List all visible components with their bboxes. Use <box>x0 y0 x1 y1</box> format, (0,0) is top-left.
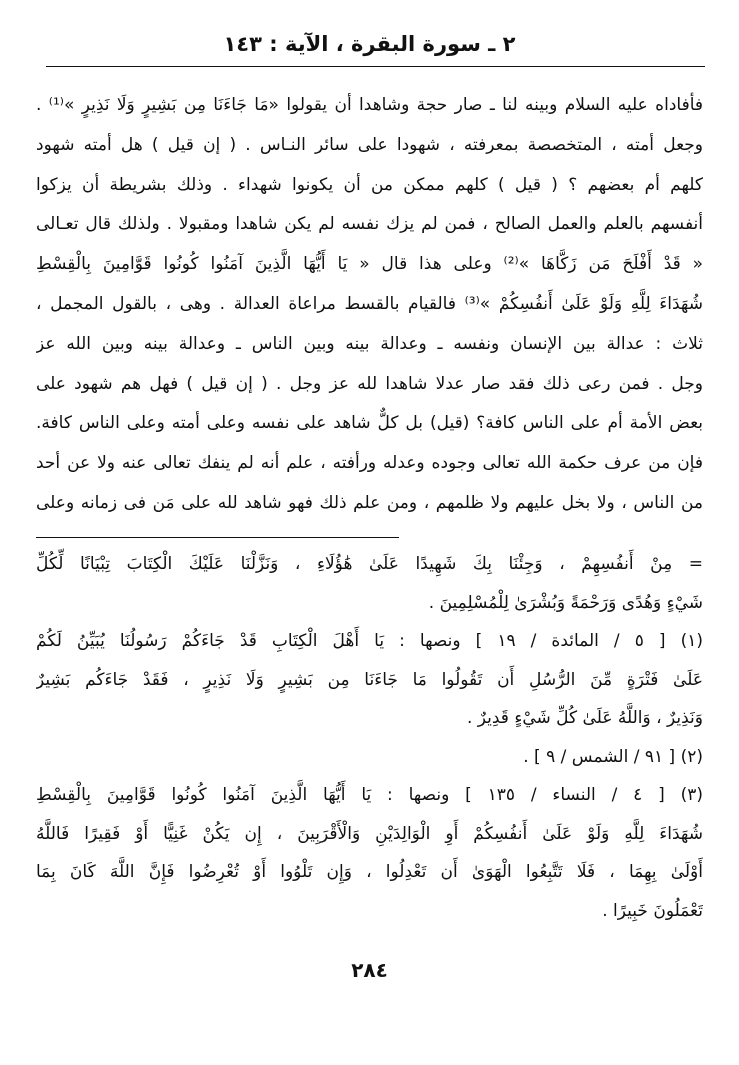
body-line: فأفاداه عليه السلام وبينه لنا ـ صار حجة وشاهدا أن يقولوا «مَا جَاءَنَا مِن بَشِيرٍ وَلَا نَذِيرٍ »⁽¹⁾ . <box>36 95 703 115</box>
footnote-line: (١) [ ٥ / المائدة / ١٩ ] ونصها : يَا أَهْلَ الْكِتَابِ قَدْ جَاءَكُمْ رَسُولُنَا يُبَيِّنُ لَكُمْ <box>36 631 703 651</box>
body-line: بعض الأمة أم على الناس كافة؟ (قيل) بل كلٌّ شاهد على نفسه وعلى أمته وعلى الناس كافة. <box>36 413 703 434</box>
body-line: وجعل أمته ، المتخصصة بمعرفته ، شهودا على سائر النـاس . ( إن قيل ) هل أمته شهود <box>36 134 703 155</box>
body-line: ثلاث : عدالة بين الإنسان ونفسه ـ وعدالة بينه وبين الناس ـ وعدالة بينه وبين الله عز <box>36 333 703 354</box>
header-divider <box>46 66 705 67</box>
body-line: وجل . فمن رعى ذلك فقد صار عدلا شاهدا لله عز وجل . ( إن قيل ) فهل هم شهود على <box>36 373 703 394</box>
footnote-line: وَنَذِيرٌ ، وَاللَّهُ عَلَىٰ كُلِّ شَيْءٍ قَدِيرٌ . <box>466 708 703 728</box>
body-line: شُهَدَاءَ لِلَّهِ وَلَوْ عَلَىٰ أَنفُسِكُمْ »⁽³⁾ فالقيام بالقسط مراعاة العدالة . وهى ، بالقول المجمل ، <box>36 293 703 314</box>
page-number: ٢٨٤ <box>351 958 388 982</box>
footnote-divider <box>36 537 399 538</box>
body-line: « قَدْ أَفْلَحَ مَن زَكَّاهَا »⁽²⁾ وعلى هذا قال « يَا أَيُّهَا الَّذِينَ آمَنُوا كُونُوا قَوَّامِينَ بِالْقِسْطِ <box>36 254 703 275</box>
footnote-line: تَعْمَلُونَ خَبِيرًا . <box>602 900 703 921</box>
footnote-line: شَيْءٍ وَهُدًى وَرَحْمَةً وَبُشْرَىٰ لِلْمُسْلِمِينَ . <box>428 592 703 613</box>
footnotes <box>36 545 703 930</box>
body-line: أنفسهم بالعلم والعمل الصالح ، فمن لم يزك نفسه لم يكن شاهدا ومقبولا . ولذلك قال تعـالى <box>36 214 703 235</box>
body-line: فإن من عرف حكمة الله تعالى وجوده وعدله ورأفته ، علم أنه لم ينفك تعالى عنه ولا عن أحد <box>36 453 703 474</box>
footnote-line: أَوْلَىٰ بِهِمَا ، فَلَا تَتَّبِعُوا الْهَوَىٰ أَن تَعْدِلُوا ، وَإِن تَلْوُوا أَوْ تُعْرِضُوا فَإِنَّ اللَّهَ كَانَ بِمَا <box>36 862 703 882</box>
footnote-line: شُهَدَاءَ لِلَّهِ وَلَوْ عَلَىٰ أَنفُسِكُمْ أَوِ الْوَالِدَيْنِ وَالْأَقْرَبِينَ ، إِن يَكُنْ غَنِيًّا أَوْ فَقِيرًا فَاللَّهُ <box>36 823 703 844</box>
running-header: ٢ ـ سورة البقرة ، الآية : ١٤٣ <box>223 32 516 56</box>
body-line: من الناس ، ولا بخل عليهم ولا ظلمهم ، ومن علم ذلك فهو شاهد لله على مَن فى زمانه وعلى <box>36 492 703 513</box>
footnote-line: عَلَىٰ فَتْرَةٍ مِّنَ الرُّسُلِ أَن تَقُولُوا مَا جَاءَنَا مِن بَشِيرٍ وَلَا نَذِيرٍ ، فَقَدْ جَاءَكُم بَشِيرٌ <box>36 669 703 690</box>
body-line: كلهم أم بعضهم ؟ ( قيل ) كلهم ممكن من أن يكونوا شهداء . وذلك بشريطة أن يزكوا <box>36 174 703 195</box>
main-text <box>36 86 703 524</box>
footnote-line: (٣) [ ٤ / النساء / ١٣٥ ] ونصها : يَا أَيُّهَا الَّذِينَ آمَنُوا كُونُوا قَوَّامِينَ بِالْقِسْطِ <box>36 785 703 805</box>
footnote-line: (٢) [ ٩١ / الشمس / ٩ ] . <box>523 746 703 767</box>
footnote-line: = مِنْ أَنفُسِهِمْ ، وَجِئْنَا بِكَ شَهِيدًا عَلَىٰ هَٰؤُلَاءِ ، وَنَزَّلْنَا عَلَيْكَ الْكِتَابَ تِبْيَانًا لِّكُلِّ <box>36 554 703 574</box>
